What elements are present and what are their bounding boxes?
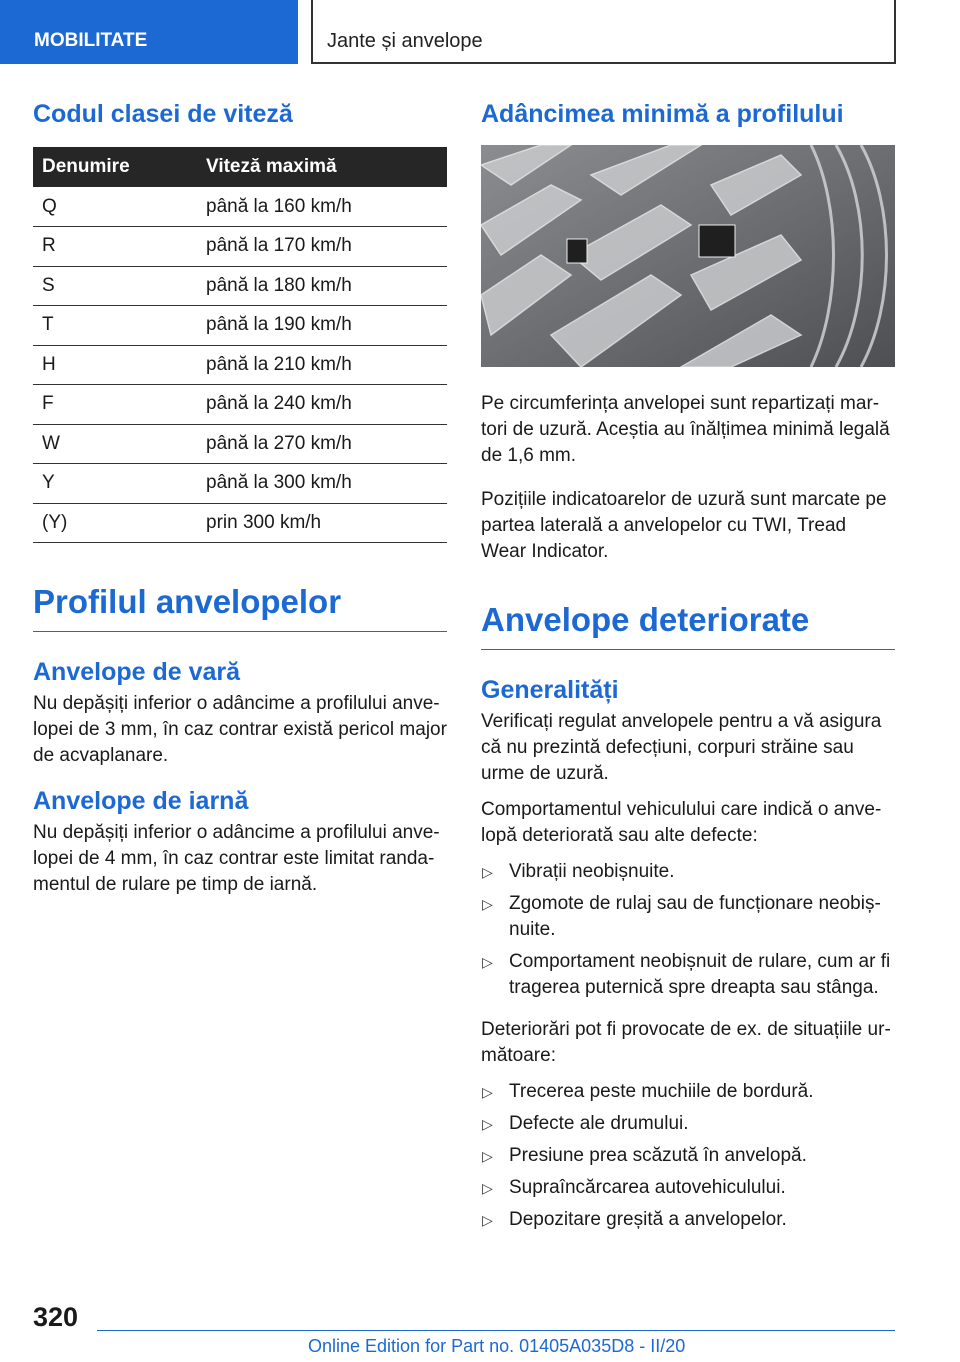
table-row	[33, 345, 447, 385]
right-column	[481, 100, 895, 1249]
table-cell: până la 240 km/h	[197, 385, 447, 425]
list-item: ▷ Vibrații neobișnuite.	[481, 859, 895, 885]
list-item: ▷ Presiune prea scăzută în anvelopă.	[481, 1143, 895, 1169]
table-row	[33, 385, 447, 425]
table-cell: (Y)	[33, 503, 197, 543]
table-row	[33, 424, 447, 464]
list-item: ▷ Defecte ale drumului.	[481, 1111, 895, 1137]
table-cell: până la 170 km/h	[197, 227, 447, 267]
table-cell: până la 180 km/h	[197, 266, 447, 306]
bullet-triangle-icon: ▷	[482, 1084, 493, 1100]
section-title: Jante și anvelope	[327, 30, 483, 52]
general-paragraph-3: Deteriorări pot fi provocate de ex. de situațiile următoare:	[481, 1019, 891, 1066]
speed-class-title: Codul clasei de viteză	[33, 100, 293, 128]
table-row	[33, 187, 447, 227]
bullet-triangle-icon: ▷	[482, 1148, 493, 1164]
general-paragraph-2: Comportamentul vehiculului care indică o anvelopă deteriorată sau alte defecte:	[481, 799, 882, 846]
bullet-triangle-icon: ▷	[482, 954, 493, 970]
min-depth-paragraph-2: Pozițiile indicatoarelor de uzură sunt marcate pe partea laterală a anvelopelor cu TWI, Tread Wear Indicator.	[481, 489, 887, 562]
table-cell: Q	[33, 187, 197, 227]
col-header-denumire: Denumire	[33, 147, 197, 187]
bullet-triangle-icon: ▷	[482, 1180, 493, 1196]
profile-title: Profilul anvelopelor	[33, 583, 447, 632]
chapter-tab-label: MOBILITATE	[34, 30, 148, 51]
tire-tread-illustration	[481, 145, 895, 367]
table-cell: H	[33, 345, 197, 385]
table-row	[33, 464, 447, 504]
table-cell: până la 160 km/h	[197, 187, 447, 227]
section-header	[311, 0, 896, 64]
left-column	[33, 100, 447, 916]
symptoms-list	[481, 859, 895, 1001]
table-cell: Y	[33, 464, 197, 504]
speed-class-table	[33, 147, 447, 543]
bullet-triangle-icon: ▷	[482, 1116, 493, 1132]
chapter-tab	[0, 0, 298, 64]
col-header-viteza: Viteză maximă	[197, 147, 447, 187]
table-cell: până la 190 km/h	[197, 306, 447, 346]
table-row	[33, 266, 447, 306]
table-cell: S	[33, 266, 197, 306]
table-row	[33, 227, 447, 267]
table-row	[33, 306, 447, 346]
table-cell: până la 210 km/h	[197, 345, 447, 385]
damaged-tires-title: Anvelope deteriorate	[481, 601, 895, 650]
bullet-triangle-icon: ▷	[482, 1212, 493, 1228]
table-cell: prin 300 km/h	[197, 503, 447, 543]
table-row	[33, 503, 447, 543]
tire-tread-wear-indicator-image	[481, 145, 895, 367]
list-item: ▷ Trecerea peste muchiile de bordură.	[481, 1079, 895, 1105]
summer-tires-text: Nu depășiți inferior o adâncime a profilului anvelopei de 3 mm, în caz contrar există pericol major de acvaplanare.	[33, 693, 447, 766]
general-paragraph-1: Verificați regulat anvelopele pentru a vă asigura că nu prezintă defecțiuni, corpuri străine sau urme de uzură.	[481, 711, 882, 784]
table-cell: până la 300 km/h	[197, 464, 447, 504]
list-item: ▷ Depozitare greșită a anvelopelor.	[481, 1207, 895, 1233]
bullet-triangle-icon: ▷	[482, 896, 493, 912]
causes-list	[481, 1079, 895, 1233]
summer-tires-title: Anvelope de vară	[33, 658, 241, 686]
table-cell: W	[33, 424, 197, 464]
winter-tires-text: Nu depășiți inferior o adâncime a profilului anvelopei de 4 mm, în caz contrar este limitat randamentul de rulare pe timp de iarnă.	[33, 822, 440, 895]
bullet-triangle-icon: ▷	[482, 864, 493, 880]
min-depth-title: Adâncimea minimă a profilului	[481, 100, 844, 128]
list-item: ▷ Supraîncărcarea autovehiculului.	[481, 1175, 895, 1201]
list-item: ▷ Zgomote de rulaj sau de funcționare neobișnuite.	[482, 893, 881, 940]
min-depth-paragraph-1: Pe circumferința anvelopei sunt repartizați martori de uzură. Aceștia au înălțimea minimă legală de 1,6 mm.	[481, 393, 890, 466]
page-number: 320	[33, 1302, 79, 1332]
table-cell: F	[33, 385, 197, 425]
table-cell: până la 270 km/h	[197, 424, 447, 464]
table-header-row	[33, 147, 447, 187]
table-cell: R	[33, 227, 197, 267]
table-cell: T	[33, 306, 197, 346]
general-title: Generalități	[481, 676, 619, 704]
footer-divider	[97, 1330, 895, 1331]
list-item: ▷ Comportament neobișnuit de rulare, cum ar fi tragerea puternică spre dreapta sau stânga.	[482, 951, 891, 998]
winter-tires-title: Anvelope de iarnă	[33, 787, 249, 815]
edition-footer: Online Edition for Part no. 01405A035D8 - II/20	[308, 1336, 686, 1356]
